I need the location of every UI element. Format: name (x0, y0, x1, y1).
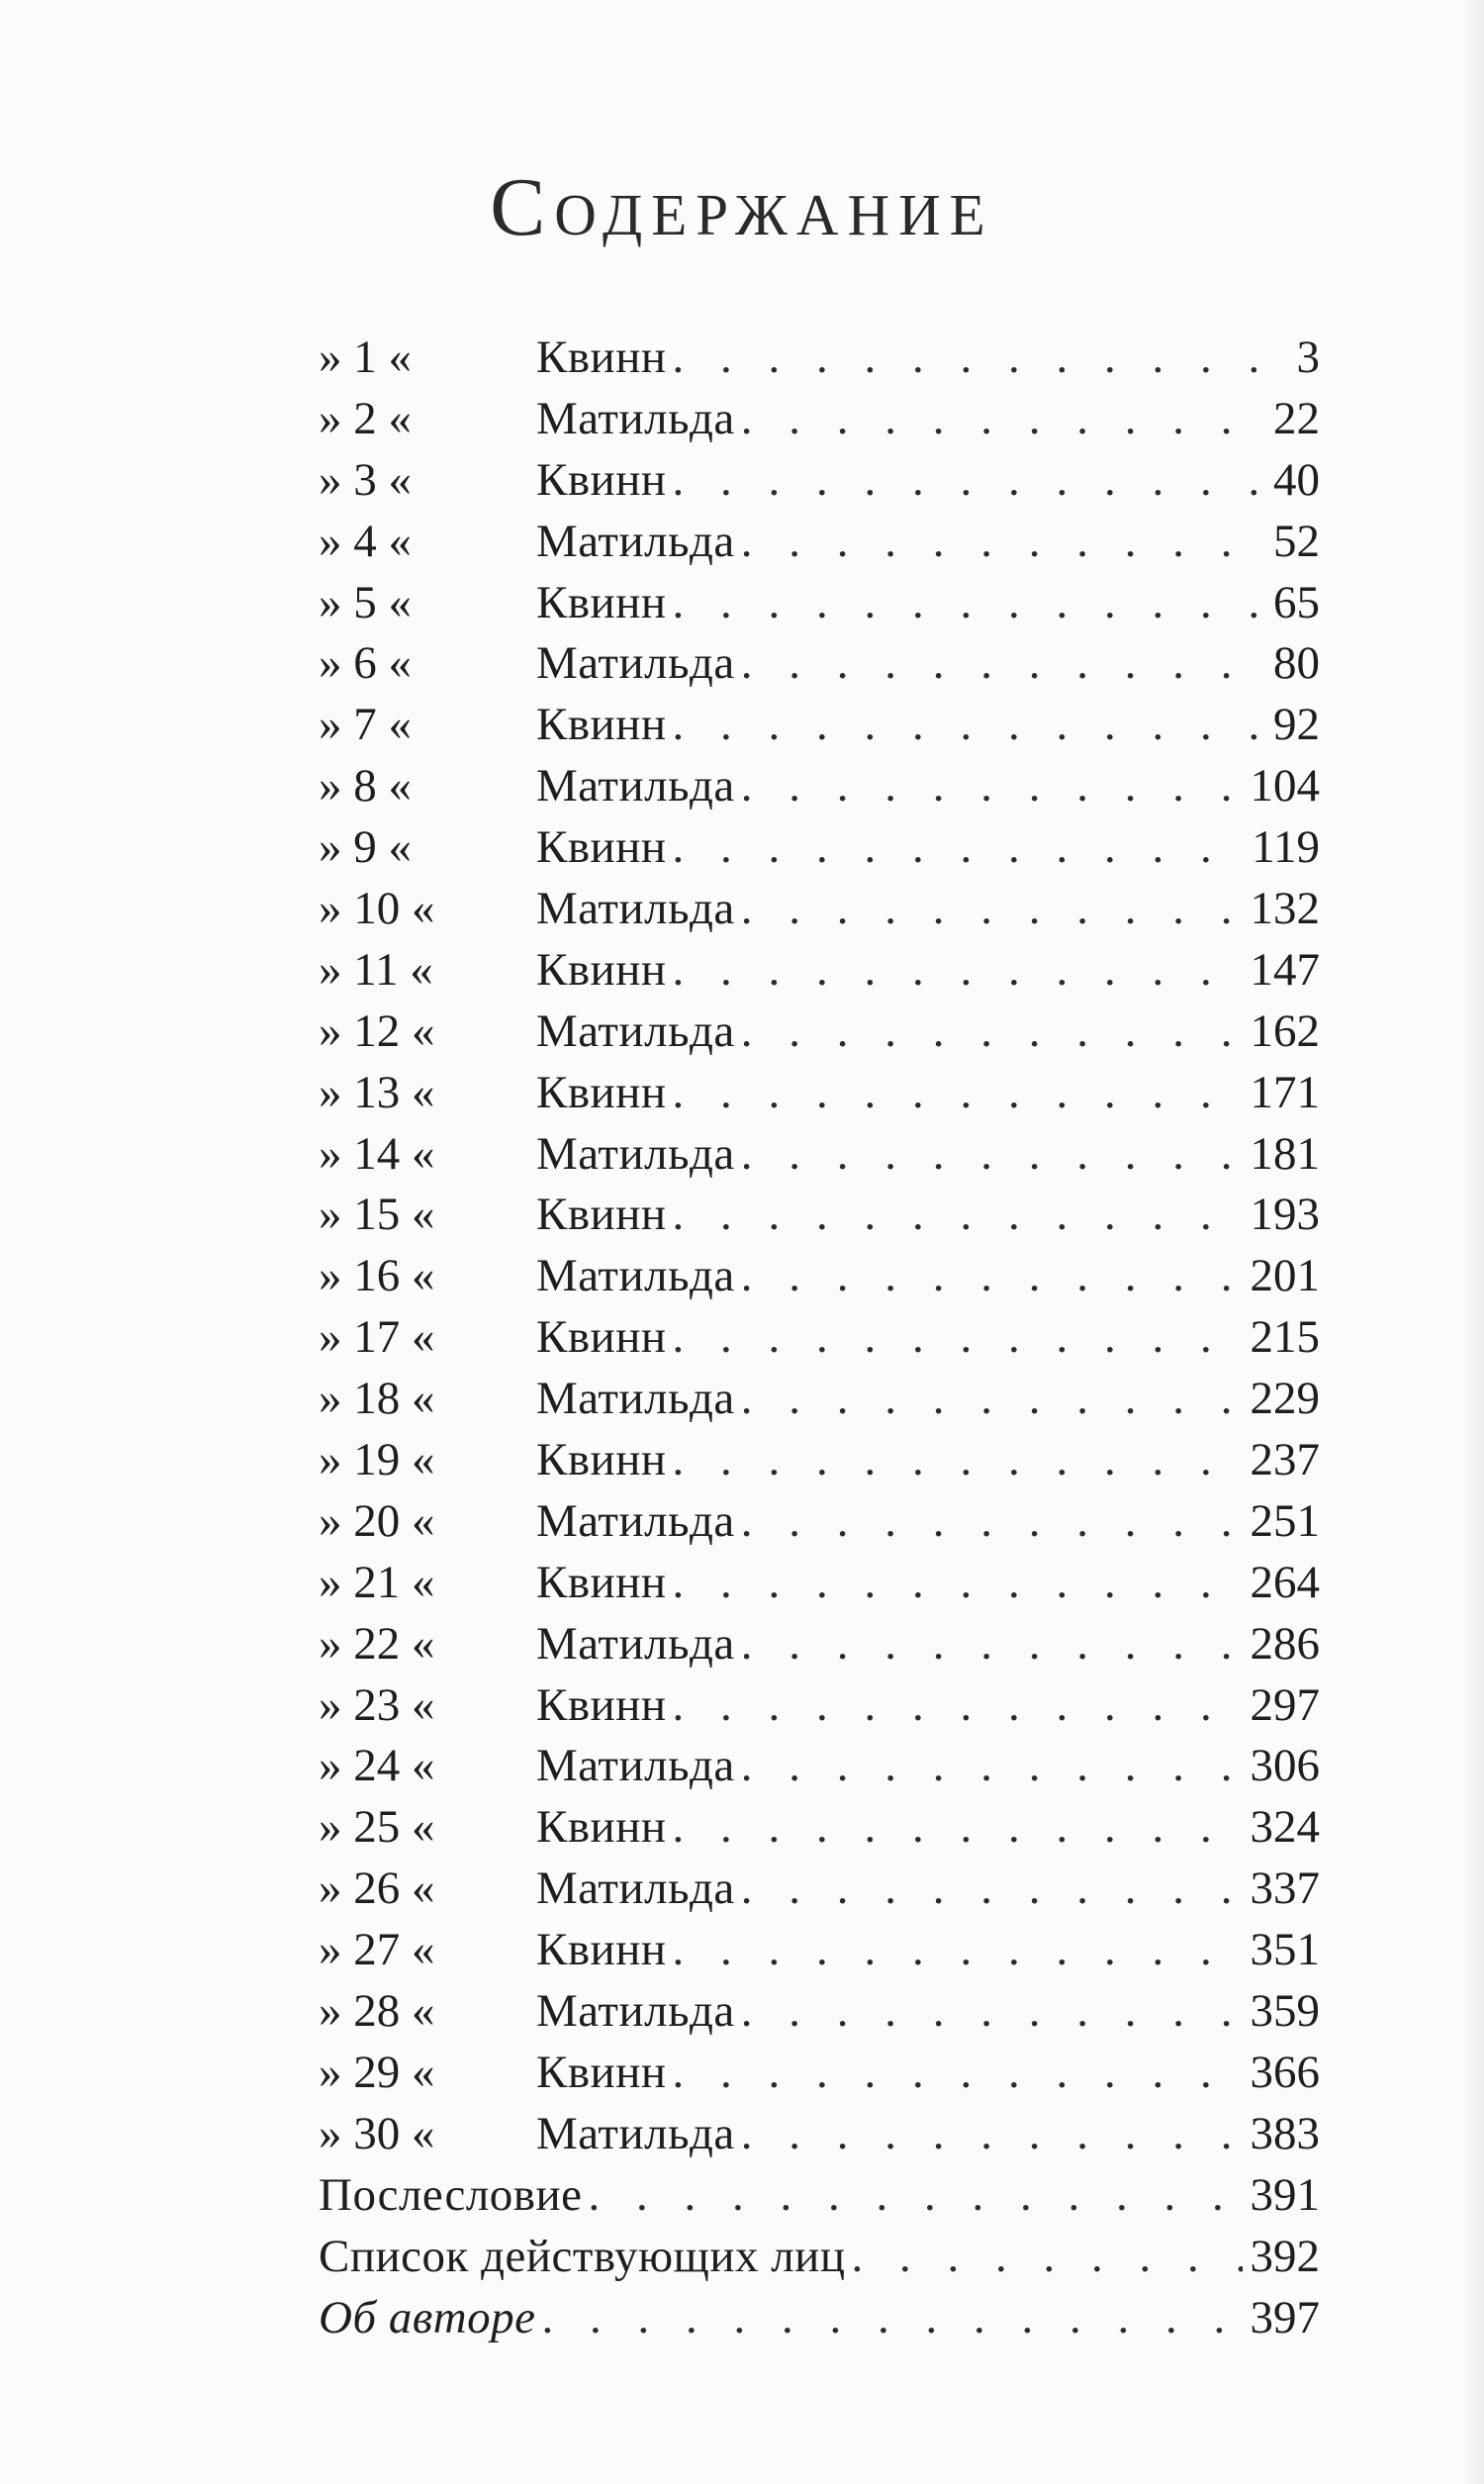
chapter-number: » 22 « (319, 1617, 435, 1670)
chapter-title: Квинн (536, 1556, 667, 1608)
chapter-title: Квинн (536, 2046, 667, 2098)
toc-entry (319, 1859, 1320, 1920)
chapter-number: » 11 « (319, 943, 433, 996)
page-number: 162 (1250, 1004, 1320, 1057)
page-number: 171 (1250, 1066, 1320, 1118)
chapter-title: Квинн (536, 1801, 667, 1854)
toc-entry (319, 573, 1320, 634)
toc-entry (319, 1063, 1320, 1124)
dot-leader (851, 2227, 1242, 2288)
chapter-number: » 8 « (319, 760, 412, 812)
page-number: 237 (1250, 1434, 1320, 1486)
page-number: 22 (1273, 392, 1320, 444)
toc-entry (319, 1246, 1320, 1307)
chapter-number: » 23 « (319, 1678, 435, 1731)
chapter-title: Квинн (536, 332, 667, 383)
chapter-title: Матильда (536, 392, 735, 444)
dot-leader (542, 2288, 1243, 2349)
chapter-title: Квинн (536, 1434, 667, 1486)
toc-entry (319, 1736, 1320, 1797)
toc-entry (319, 1307, 1320, 1369)
toc-entry-extra (319, 2227, 1320, 2288)
dot-leader (673, 1553, 1243, 1614)
chapter-number: » 10 « (319, 883, 435, 935)
page-number: 40 (1273, 453, 1320, 506)
dot-leader (741, 1736, 1243, 1797)
chapter-title: Квинн (536, 943, 667, 996)
dot-leader (673, 1675, 1243, 1737)
chapter-title: Квинн (536, 453, 667, 506)
page-number: 264 (1250, 1556, 1320, 1608)
chapter-number: » 1 « (319, 332, 412, 383)
chapter-title: Матильда (536, 1985, 735, 2038)
page-number: 193 (1250, 1189, 1320, 1241)
toc-entry (319, 2104, 1320, 2165)
chapter-number: » 13 « (319, 1066, 435, 1118)
page-edge-shadow (1462, 0, 1484, 2484)
toc-entry (319, 1430, 1320, 1491)
dot-leader (741, 2104, 1243, 2165)
table-of-contents (319, 328, 1320, 2348)
page-number: 337 (1250, 1863, 1320, 1915)
toc-entry (319, 756, 1320, 817)
chapter-title: Матильда (536, 637, 735, 690)
toc-entry (319, 1124, 1320, 1186)
dot-leader (673, 1797, 1243, 1859)
toc-entry (319, 695, 1320, 756)
toc-entry (319, 389, 1320, 450)
page-number: 52 (1273, 515, 1320, 567)
chapter-title: Квинн (536, 1189, 667, 1241)
chapter-number: » 26 « (319, 1863, 435, 1915)
dot-leader (741, 389, 1265, 450)
page-number: 80 (1273, 637, 1320, 690)
toc-entry (319, 1675, 1320, 1737)
chapter-number: » 9 « (319, 821, 412, 874)
chapter-title: Матильда (536, 1740, 735, 1792)
toc-entry (319, 817, 1320, 879)
dot-leader (673, 328, 1289, 389)
toc-entry (319, 1369, 1320, 1430)
chapter-title: Квинн (536, 1924, 667, 1976)
toc-entry (319, 1920, 1320, 1981)
dot-leader (741, 879, 1243, 940)
section-title: Послесловие (319, 2168, 583, 2221)
dot-leader (741, 1614, 1243, 1675)
chapter-title: Матильда (536, 760, 735, 812)
page-number: 366 (1250, 2046, 1320, 2098)
page-title: Содержание (490, 161, 994, 253)
dot-leader (741, 1491, 1243, 1553)
toc-entry-extra (319, 2165, 1320, 2227)
chapter-number: » 5 « (319, 576, 412, 628)
page-number: 181 (1250, 1127, 1320, 1180)
chapter-title: Матильда (536, 1373, 735, 1425)
chapter-number: » 24 « (319, 1740, 435, 1792)
chapter-number: » 7 « (319, 699, 412, 751)
chapter-title: Матильда (536, 1617, 735, 1670)
chapter-number: » 19 « (319, 1434, 435, 1486)
toc-entry (319, 1797, 1320, 1859)
chapter-number: » 6 « (319, 637, 412, 690)
page-number: 65 (1273, 576, 1320, 628)
dot-leader (673, 1063, 1243, 1124)
chapter-number: » 20 « (319, 1494, 435, 1547)
dot-leader (673, 817, 1245, 879)
chapter-title: Матильда (536, 1863, 735, 1915)
toc-entry (319, 1491, 1320, 1553)
page-number: 251 (1250, 1494, 1320, 1547)
dot-leader (741, 1246, 1243, 1307)
toc-entry (319, 1002, 1320, 1063)
page-number: 392 (1250, 2230, 1320, 2282)
page-number: 324 (1250, 1801, 1320, 1854)
toc-entry (319, 1981, 1320, 2043)
dot-leader (741, 633, 1265, 695)
chapter-title: Квинн (536, 699, 667, 751)
toc-entry (319, 633, 1320, 695)
dot-leader (741, 1859, 1243, 1920)
page-number: 215 (1250, 1311, 1320, 1364)
page-number: 229 (1250, 1373, 1320, 1425)
chapter-number: » 16 « (319, 1250, 435, 1302)
dot-leader (673, 1920, 1243, 1981)
chapter-title: Квинн (536, 1311, 667, 1364)
toc-entry (319, 1614, 1320, 1675)
dot-leader (673, 2043, 1243, 2104)
chapter-title: Квинн (536, 821, 667, 874)
dot-leader (673, 573, 1266, 634)
toc-entry (319, 879, 1320, 940)
page-number: 359 (1250, 1985, 1320, 2038)
toc-entry (319, 512, 1320, 573)
dot-leader (673, 1430, 1243, 1491)
dot-leader (673, 450, 1266, 512)
chapter-number: » 27 « (319, 1924, 435, 1976)
page-number: 104 (1250, 760, 1320, 812)
dot-leader (741, 756, 1243, 817)
dot-leader (673, 1185, 1243, 1246)
chapter-title: Матильда (536, 2107, 735, 2159)
page-number: 92 (1273, 699, 1320, 751)
chapter-number: » 30 « (319, 2107, 435, 2159)
section-title: Список действующих лиц (319, 2230, 846, 2282)
chapter-title: Матильда (536, 883, 735, 935)
page-number: 201 (1250, 1250, 1320, 1302)
dot-leader (673, 1307, 1243, 1369)
dot-leader (741, 512, 1265, 573)
chapter-number: » 28 « (319, 1985, 435, 2038)
chapter-number: » 25 « (319, 1801, 435, 1854)
toc-entry (319, 2043, 1320, 2104)
chapter-number: » 21 « (319, 1556, 435, 1608)
page-number: 297 (1250, 1678, 1320, 1731)
chapter-number: » 29 « (319, 2046, 435, 2098)
chapter-number: » 12 « (319, 1004, 435, 1057)
chapter-title: Матильда (536, 1494, 735, 1547)
chapter-title: Матильда (536, 1004, 735, 1057)
toc-entry (319, 1553, 1320, 1614)
dot-leader (741, 1369, 1243, 1430)
chapter-title: Матильда (536, 1127, 735, 1180)
chapter-number: » 15 « (319, 1189, 435, 1241)
chapter-number: » 3 « (319, 453, 412, 506)
dot-leader (741, 1981, 1243, 2043)
chapter-title: Матильда (536, 1250, 735, 1302)
page-number: 147 (1250, 943, 1320, 996)
page-number: 119 (1252, 821, 1320, 874)
page-number: 383 (1250, 2107, 1320, 2159)
section-title: Об авторе (319, 2291, 536, 2343)
page-number: 3 (1296, 332, 1320, 383)
toc-entry-extra (319, 2288, 1320, 2349)
page-number: 397 (1250, 2291, 1320, 2343)
page-number: 306 (1250, 1740, 1320, 1792)
chapter-number: » 14 « (319, 1127, 435, 1180)
chapter-title: Квинн (536, 1678, 667, 1731)
chapter-title: Матильда (536, 515, 735, 567)
page-number: 351 (1250, 1924, 1320, 1976)
chapter-number: » 2 « (319, 392, 412, 444)
chapter-number: » 18 « (319, 1373, 435, 1425)
toc-entry (319, 450, 1320, 512)
dot-leader (741, 1002, 1243, 1063)
chapter-title: Квинн (536, 576, 667, 628)
dot-leader (673, 695, 1266, 756)
toc-entry (319, 940, 1320, 1002)
page-number: 132 (1250, 883, 1320, 935)
chapter-title: Квинн (536, 1066, 667, 1118)
dot-leader (588, 2165, 1242, 2227)
chapter-number: » 17 « (319, 1311, 435, 1364)
dot-leader (673, 940, 1243, 1002)
page-number: 391 (1250, 2168, 1320, 2221)
toc-entry (319, 328, 1320, 389)
dot-leader (741, 1124, 1243, 1186)
toc-entry (319, 1185, 1320, 1246)
page-number: 286 (1250, 1617, 1320, 1670)
chapter-number: » 4 « (319, 515, 412, 567)
